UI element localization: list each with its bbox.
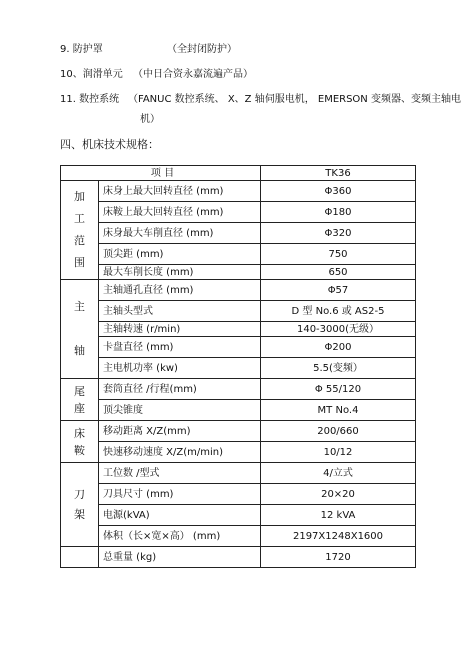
header-item: 项 目: [61, 166, 261, 181]
row-label: 卡盘直径 (mm): [99, 337, 261, 358]
row-value: 200/660: [261, 421, 416, 442]
row-label: 工位数 /型式: [99, 463, 261, 484]
row-value: Φ200: [261, 337, 416, 358]
list-item-label: 11. 数控系统: [60, 94, 120, 105]
row-value: Φ57: [261, 280, 416, 301]
table-row: [61, 547, 416, 568]
row-value: 140-3000(无级）: [261, 322, 416, 337]
row-label: 床身最大车削直径 (mm): [99, 223, 261, 244]
table-row: [61, 358, 416, 379]
row-label: 总重量 (kg): [99, 547, 261, 568]
spec-table: [60, 165, 416, 568]
row-label: 快速移动速度 X/Z(m/min): [99, 442, 261, 463]
row-label: 最大车削长度 (mm): [99, 265, 261, 280]
row-value: Φ320: [261, 223, 416, 244]
list-item-cnc-system: [60, 93, 461, 106]
table-row: [61, 337, 416, 358]
row-value: D 型 No.6 或 AS2-5: [261, 301, 416, 322]
table-row: [61, 244, 416, 265]
table-header-row: [61, 166, 416, 181]
table-row: [61, 463, 416, 484]
row-label: 刀具尺寸 (mm): [99, 484, 261, 505]
table-row: [61, 484, 416, 505]
row-label: 主轴转速 (r/min): [99, 322, 261, 337]
row-value: Φ360: [261, 181, 416, 202]
row-value: 5.5(变频）: [261, 358, 416, 379]
table-row: [61, 223, 416, 244]
row-label: 顶尖锥度: [99, 400, 261, 421]
table-row: [61, 379, 416, 400]
row-value: 750: [261, 244, 416, 265]
category-cell: 主 轴: [61, 280, 99, 379]
category-cell: 刀 架: [61, 463, 99, 547]
row-value: 20×20: [261, 484, 416, 505]
table-row: [61, 181, 416, 202]
row-value: 650: [261, 265, 416, 280]
row-label: 床鞍上最大回转直径 (mm): [99, 202, 261, 223]
table-row: [61, 526, 416, 547]
category-cell-empty: [61, 547, 99, 568]
row-value: Φ 55/120: [261, 379, 416, 400]
list-item-desc: （全封闭防护）: [167, 44, 237, 55]
list-item-label: 9. 防护罩: [60, 44, 103, 55]
row-label: 主电机功率 (kw): [99, 358, 261, 379]
list-item-desc: （FANUC 数控系统、 X、Z 轴伺服电机， EMERSON 变频器、变频主轴电: [128, 94, 461, 105]
row-value: MT No.4: [261, 400, 416, 421]
list-item-protective-cover: [60, 43, 237, 56]
table-row: [61, 442, 416, 463]
table-row: [61, 400, 416, 421]
section-title: 四、机床技术规格：: [60, 138, 159, 151]
row-value: 12 kVA: [261, 505, 416, 526]
row-label: 套筒直径 /行程(mm): [99, 379, 261, 400]
row-label: 主轴头型式: [99, 301, 261, 322]
row-value: 4/立式: [261, 463, 416, 484]
row-label: 顶尖距 (mm): [99, 244, 261, 265]
category-cell: 加 工 范 围: [61, 181, 99, 280]
list-item-desc-continuation: 机）: [140, 114, 160, 125]
row-label: 移动距离 X/Z(mm): [99, 421, 261, 442]
table-row: [61, 265, 416, 280]
table-row: [61, 301, 416, 322]
row-value: Φ180: [261, 202, 416, 223]
table-row: [61, 322, 416, 337]
table-row: [61, 280, 416, 301]
list-item-lubrication-unit: [60, 68, 253, 81]
category-cell: 尾 座: [61, 379, 99, 421]
row-label: 床身上最大回转直径 (mm): [99, 181, 261, 202]
list-item-label: 10、润滑单元: [60, 69, 123, 80]
row-label: 电源(kVA): [99, 505, 261, 526]
row-value: 2197X1248X1600: [261, 526, 416, 547]
row-value: 10/12: [261, 442, 416, 463]
row-label: 主轴通孔直径 (mm): [99, 280, 261, 301]
table-row: [61, 421, 416, 442]
row-value: 1720: [261, 547, 416, 568]
list-item-desc: （中日合资永嘉流遍产品）: [133, 69, 253, 80]
row-label: 体积（长×宽×高） (mm): [99, 526, 261, 547]
table-row: [61, 202, 416, 223]
category-cell: 床 鞍: [61, 421, 99, 463]
header-model: TK36: [261, 166, 416, 181]
table-row: [61, 505, 416, 526]
